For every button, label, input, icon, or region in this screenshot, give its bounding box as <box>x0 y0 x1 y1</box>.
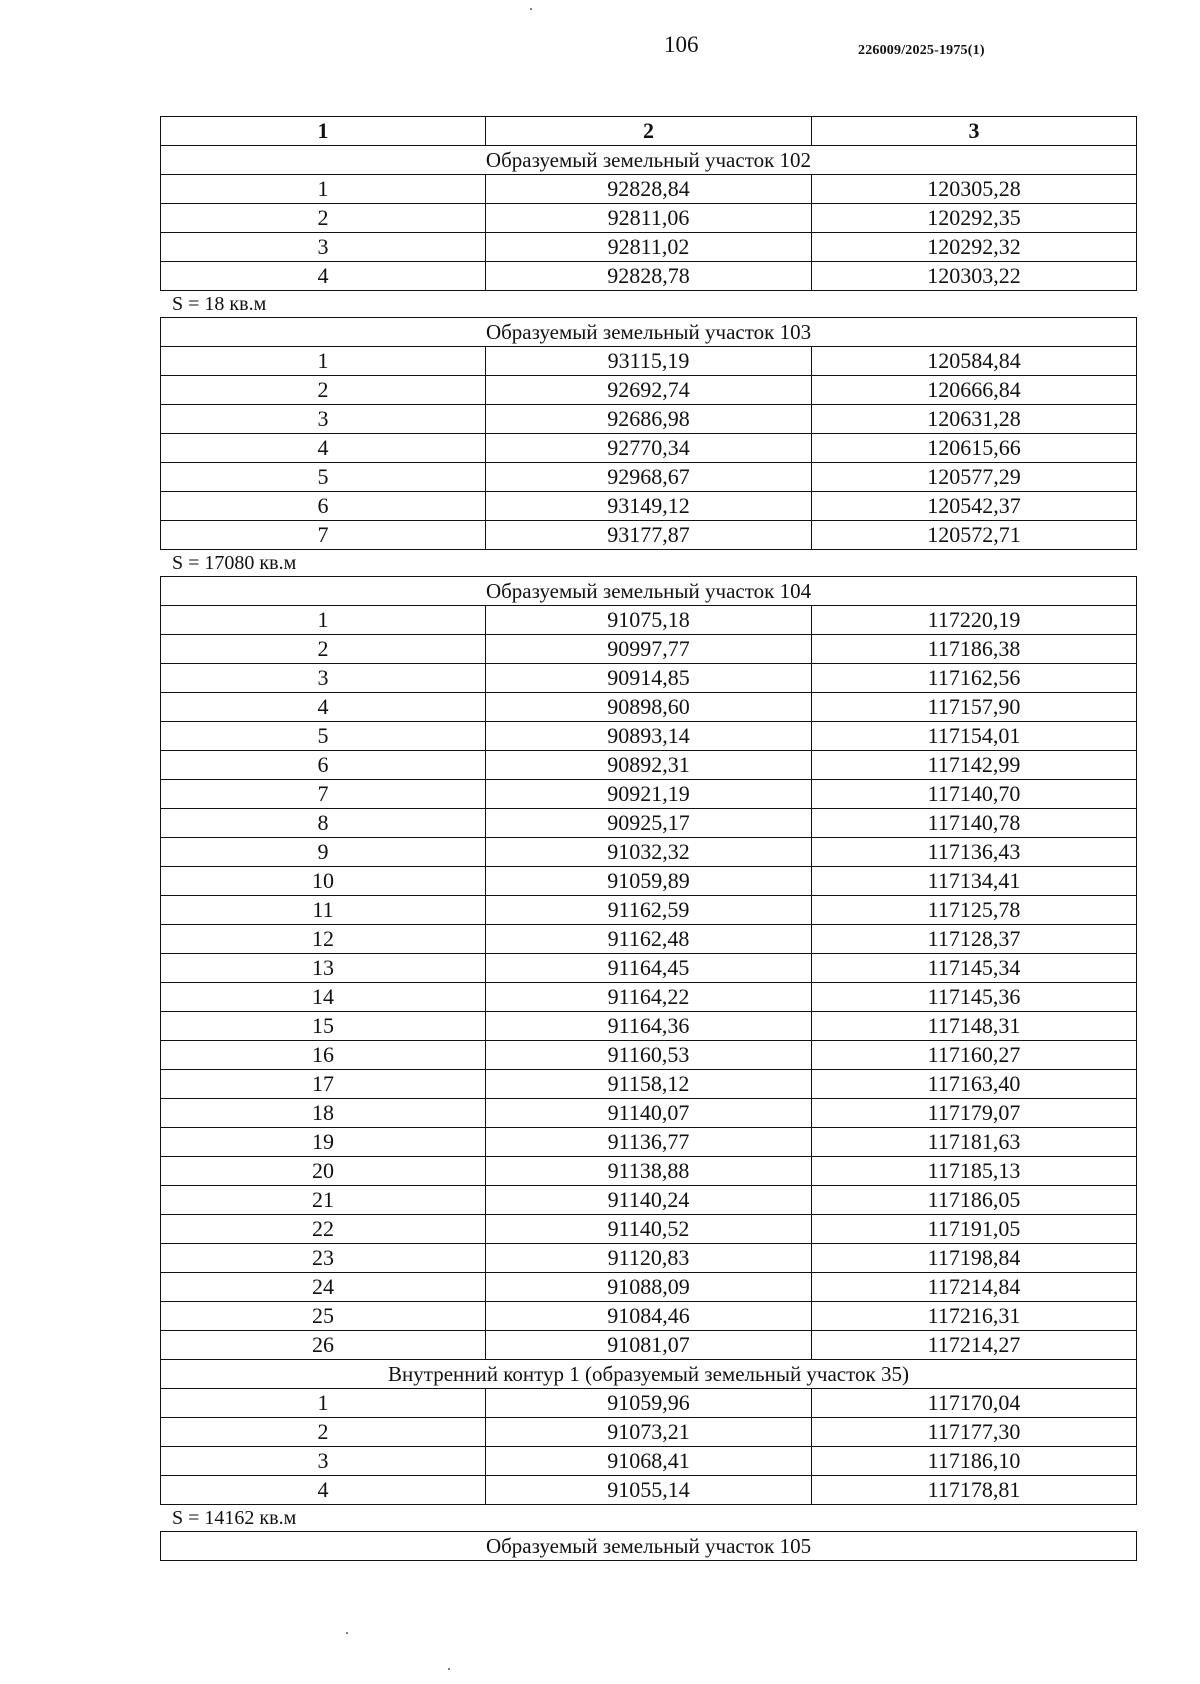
coordinates-table <box>160 116 1137 291</box>
point-number-cell: 3 <box>161 405 486 434</box>
table-row <box>161 1099 1137 1128</box>
table-row <box>161 1418 1137 1447</box>
point-number-cell: 26 <box>161 1331 486 1360</box>
x-coordinate-cell: 92686,98 <box>486 405 812 434</box>
y-coordinate-cell: 117160,27 <box>812 1041 1137 1070</box>
x-coordinate-cell: 90892,31 <box>486 751 812 780</box>
y-coordinate-cell: 117178,81 <box>812 1476 1137 1505</box>
table-row <box>161 434 1137 463</box>
table-row <box>161 751 1137 780</box>
x-coordinate-cell: 91120,83 <box>486 1244 812 1273</box>
point-number-cell: 9 <box>161 838 486 867</box>
y-coordinate-cell: 117162,56 <box>812 664 1137 693</box>
y-coordinate-cell: 117186,10 <box>812 1447 1137 1476</box>
y-coordinate-cell: 117136,43 <box>812 838 1137 867</box>
table-row <box>161 463 1137 492</box>
y-coordinate-cell: 117154,01 <box>812 722 1137 751</box>
y-coordinate-cell: 117170,04 <box>812 1389 1137 1418</box>
point-number-cell: 1 <box>161 347 486 376</box>
table-row <box>161 1302 1137 1331</box>
area-label: S = 18 кв.м <box>172 293 267 315</box>
x-coordinate-cell: 92811,02 <box>486 233 812 262</box>
y-coordinate-cell: 120615,66 <box>812 434 1137 463</box>
table-row <box>161 492 1137 521</box>
table-row <box>161 1128 1137 1157</box>
table-row <box>161 376 1137 405</box>
point-number-cell: 17 <box>161 1070 486 1099</box>
x-coordinate-cell: 93177,87 <box>486 521 812 550</box>
point-number-cell: 14 <box>161 983 486 1012</box>
table-row <box>161 954 1137 983</box>
subsection-title-row <box>161 1360 1137 1389</box>
section-title-row <box>161 146 1137 175</box>
column-header: 2 <box>486 117 812 146</box>
x-coordinate-cell: 92828,78 <box>486 262 812 291</box>
y-coordinate-cell: 120584,84 <box>812 347 1137 376</box>
x-coordinate-cell: 91084,46 <box>486 1302 812 1331</box>
table-row <box>161 405 1137 434</box>
table-row <box>161 809 1137 838</box>
table-row <box>161 896 1137 925</box>
point-number-cell: 5 <box>161 722 486 751</box>
point-number-cell: 3 <box>161 1447 486 1476</box>
table-row <box>161 1215 1137 1244</box>
point-number-cell: 6 <box>161 751 486 780</box>
table-row <box>161 1041 1137 1070</box>
y-coordinate-cell: 120303,22 <box>812 262 1137 291</box>
x-coordinate-cell: 91162,59 <box>486 896 812 925</box>
point-number-cell: 22 <box>161 1215 486 1244</box>
table-row <box>161 722 1137 751</box>
y-coordinate-cell: 117145,36 <box>812 983 1137 1012</box>
x-coordinate-cell: 92811,06 <box>486 204 812 233</box>
point-number-cell: 12 <box>161 925 486 954</box>
y-coordinate-cell: 120631,28 <box>812 405 1137 434</box>
section-title: Образуемый земельный участок 102 <box>161 146 1137 175</box>
y-coordinate-cell: 117185,13 <box>812 1157 1137 1186</box>
x-coordinate-cell: 91140,07 <box>486 1099 812 1128</box>
table-row <box>161 867 1137 896</box>
scan-speck <box>530 8 532 10</box>
y-coordinate-cell: 120305,28 <box>812 175 1137 204</box>
y-coordinate-cell: 117128,37 <box>812 925 1137 954</box>
y-coordinate-cell: 117179,07 <box>812 1099 1137 1128</box>
table-row <box>161 606 1137 635</box>
y-coordinate-cell: 117148,31 <box>812 1012 1137 1041</box>
x-coordinate-cell: 91068,41 <box>486 1447 812 1476</box>
x-coordinate-cell: 91160,53 <box>486 1041 812 1070</box>
y-coordinate-cell: 117181,63 <box>812 1128 1137 1157</box>
y-coordinate-cell: 120292,32 <box>812 233 1137 262</box>
column-header: 1 <box>161 117 486 146</box>
x-coordinate-cell: 91164,22 <box>486 983 812 1012</box>
y-coordinate-cell: 117214,27 <box>812 1331 1137 1360</box>
y-coordinate-cell: 120577,29 <box>812 463 1137 492</box>
coordinates-document <box>160 116 1136 1561</box>
point-number-cell: 1 <box>161 1389 486 1418</box>
table-row <box>161 983 1137 1012</box>
x-coordinate-cell: 91164,45 <box>486 954 812 983</box>
point-number-cell: 5 <box>161 463 486 492</box>
table-row <box>161 664 1137 693</box>
coordinates-table <box>160 317 1137 550</box>
point-number-cell: 2 <box>161 635 486 664</box>
table-row <box>161 1476 1137 1505</box>
point-number-cell: 4 <box>161 693 486 722</box>
y-coordinate-cell: 117177,30 <box>812 1418 1137 1447</box>
table-row <box>161 1273 1137 1302</box>
table-row <box>161 1070 1137 1099</box>
y-coordinate-cell: 117198,84 <box>812 1244 1137 1273</box>
table-row <box>161 1389 1137 1418</box>
table-row <box>161 1186 1137 1215</box>
y-coordinate-cell: 117214,84 <box>812 1273 1137 1302</box>
point-number-cell: 19 <box>161 1128 486 1157</box>
table-row <box>161 1331 1137 1360</box>
x-coordinate-cell: 91075,18 <box>486 606 812 635</box>
y-coordinate-cell: 120666,84 <box>812 376 1137 405</box>
point-number-cell: 2 <box>161 204 486 233</box>
table-row <box>161 693 1137 722</box>
point-number-cell: 7 <box>161 521 486 550</box>
y-coordinate-cell: 117125,78 <box>812 896 1137 925</box>
x-coordinate-cell: 91158,12 <box>486 1070 812 1099</box>
table-row <box>161 925 1137 954</box>
point-number-cell: 1 <box>161 175 486 204</box>
x-coordinate-cell: 91140,24 <box>486 1186 812 1215</box>
y-coordinate-cell: 117163,40 <box>812 1070 1137 1099</box>
area-label: S = 14162 кв.м <box>172 1507 297 1529</box>
point-number-cell: 4 <box>161 434 486 463</box>
x-coordinate-cell: 92968,67 <box>486 463 812 492</box>
point-number-cell: 24 <box>161 1273 486 1302</box>
page-number: 106 <box>664 32 699 57</box>
x-coordinate-cell: 92692,74 <box>486 376 812 405</box>
point-number-cell: 20 <box>161 1157 486 1186</box>
x-coordinate-cell: 90893,14 <box>486 722 812 751</box>
x-coordinate-cell: 91136,77 <box>486 1128 812 1157</box>
table-row <box>161 521 1137 550</box>
x-coordinate-cell: 91088,09 <box>486 1273 812 1302</box>
point-number-cell: 15 <box>161 1012 486 1041</box>
subsection-title: Внутренний контур 1 (образуемый земельный участок 35) <box>161 1360 1137 1389</box>
section-title-row <box>161 1532 1137 1561</box>
point-number-cell: 18 <box>161 1099 486 1128</box>
y-coordinate-cell: 117191,05 <box>812 1215 1137 1244</box>
point-number-cell: 1 <box>161 606 486 635</box>
table-row <box>161 262 1137 291</box>
point-number-cell: 4 <box>161 262 486 291</box>
point-number-cell: 7 <box>161 780 486 809</box>
x-coordinate-cell: 91162,48 <box>486 925 812 954</box>
y-coordinate-cell: 120542,37 <box>812 492 1137 521</box>
x-coordinate-cell: 91081,07 <box>486 1331 812 1360</box>
point-number-cell: 13 <box>161 954 486 983</box>
column-header: 3 <box>812 117 1137 146</box>
section-title-row <box>161 577 1137 606</box>
x-coordinate-cell: 93149,12 <box>486 492 812 521</box>
column-header-row <box>161 117 1137 146</box>
point-number-cell: 2 <box>161 376 486 405</box>
y-coordinate-cell: 117140,70 <box>812 780 1137 809</box>
x-coordinate-cell: 92770,34 <box>486 434 812 463</box>
y-coordinate-cell: 117186,38 <box>812 635 1137 664</box>
y-coordinate-cell: 117220,19 <box>812 606 1137 635</box>
point-number-cell: 3 <box>161 664 486 693</box>
x-coordinate-cell: 91059,89 <box>486 867 812 896</box>
table-row <box>161 347 1137 376</box>
scan-speck <box>448 1668 450 1670</box>
coordinates-table <box>160 1531 1137 1561</box>
scan-speck <box>346 1632 348 1634</box>
table-row <box>161 635 1137 664</box>
table-row <box>161 175 1137 204</box>
table-row <box>161 1012 1137 1041</box>
x-coordinate-cell: 90898,60 <box>486 693 812 722</box>
table-row <box>161 780 1137 809</box>
y-coordinate-cell: 117157,90 <box>812 693 1137 722</box>
point-number-cell: 21 <box>161 1186 486 1215</box>
table-row <box>161 233 1137 262</box>
y-coordinate-cell: 117186,05 <box>812 1186 1137 1215</box>
table-row <box>161 204 1137 233</box>
y-coordinate-cell: 117140,78 <box>812 809 1137 838</box>
table-row <box>161 1157 1137 1186</box>
x-coordinate-cell: 90925,17 <box>486 809 812 838</box>
point-number-cell: 11 <box>161 896 486 925</box>
x-coordinate-cell: 91059,96 <box>486 1389 812 1418</box>
section-title-row <box>161 318 1137 347</box>
x-coordinate-cell: 91140,52 <box>486 1215 812 1244</box>
y-coordinate-cell: 117142,99 <box>812 751 1137 780</box>
table-row <box>161 1244 1137 1273</box>
x-coordinate-cell: 90921,19 <box>486 780 812 809</box>
y-coordinate-cell: 117216,31 <box>812 1302 1137 1331</box>
table-row <box>161 1447 1137 1476</box>
x-coordinate-cell: 93115,19 <box>486 347 812 376</box>
section-title: Образуемый земельный участок 103 <box>161 318 1137 347</box>
x-coordinate-cell: 92828,84 <box>486 175 812 204</box>
x-coordinate-cell: 90914,85 <box>486 664 812 693</box>
y-coordinate-cell: 120292,35 <box>812 204 1137 233</box>
section-title: Образуемый земельный участок 104 <box>161 577 1137 606</box>
point-number-cell: 2 <box>161 1418 486 1447</box>
y-coordinate-cell: 117145,34 <box>812 954 1137 983</box>
point-number-cell: 23 <box>161 1244 486 1273</box>
point-number-cell: 6 <box>161 492 486 521</box>
y-coordinate-cell: 117134,41 <box>812 867 1137 896</box>
x-coordinate-cell: 91073,21 <box>486 1418 812 1447</box>
area-label: S = 17080 кв.м <box>172 552 297 574</box>
table-row <box>161 838 1137 867</box>
x-coordinate-cell: 91032,32 <box>486 838 812 867</box>
section-title: Образуемый земельный участок 105 <box>161 1532 1137 1561</box>
y-coordinate-cell: 120572,71 <box>812 521 1137 550</box>
coordinates-table <box>160 576 1137 1505</box>
document-code: 226009/2025-1975(1) <box>858 43 985 58</box>
point-number-cell: 3 <box>161 233 486 262</box>
x-coordinate-cell: 91138,88 <box>486 1157 812 1186</box>
x-coordinate-cell: 90997,77 <box>486 635 812 664</box>
point-number-cell: 25 <box>161 1302 486 1331</box>
point-number-cell: 10 <box>161 867 486 896</box>
point-number-cell: 16 <box>161 1041 486 1070</box>
x-coordinate-cell: 91055,14 <box>486 1476 812 1505</box>
point-number-cell: 8 <box>161 809 486 838</box>
point-number-cell: 4 <box>161 1476 486 1505</box>
x-coordinate-cell: 91164,36 <box>486 1012 812 1041</box>
